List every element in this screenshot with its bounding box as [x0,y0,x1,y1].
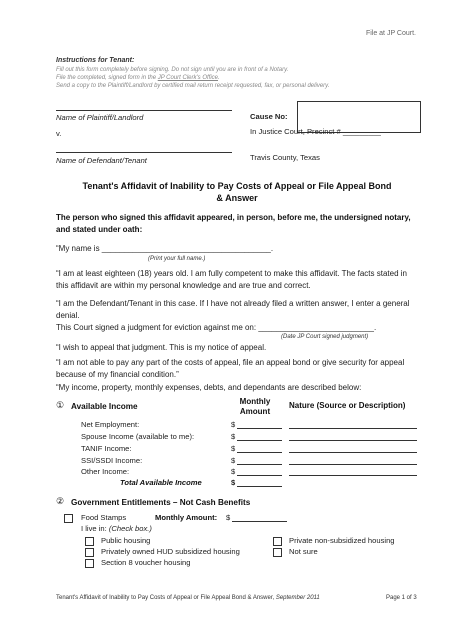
income-amount-field[interactable] [237,475,282,476]
income-row-label: SSI/SSDI Income: [81,456,143,465]
county-label: Travis County, Texas [250,153,320,162]
monthly-amount-column-header: Monthly Amount [239,397,271,416]
name-hint: (Print your full name.) [148,256,206,262]
plaintiff-label: Name of Plaintiff/Landlord [56,113,144,122]
instructions-heading: Instructions for Tenant: [56,57,135,64]
income-row-label: Net Employment: [81,420,140,429]
instruction-line-2 [56,75,220,81]
income-amount-field[interactable] [237,464,282,465]
clerk-office-link[interactable]: JP Court Clerk's Office [157,75,218,81]
public-housing-checkbox[interactable] [85,537,94,546]
private-housing-label: Private non-subsidized housing [289,536,395,545]
instruction-line-1: Fill out this form completely before signing. Do not sign until you are in front of a Notary. [56,67,289,73]
section8-housing-checkbox[interactable] [85,559,94,568]
described-statement: “My income, property, monthly expenses, debts, and dependants are described below: [56,383,362,392]
income-row-dollar: $ [231,432,236,441]
food-stamps-amount-field[interactable] [232,521,287,522]
page-number: Page 1 of 3 [386,595,417,601]
income-row-dollar: $ [231,444,236,453]
cause-no-label: Cause No: [250,112,288,121]
defendant-statement: “I am the Defendant/Tenant in this case. If I have not already filed a written answer, I enter a general denial. [56,299,410,320]
footer-form-name [56,595,320,601]
judgment-date-hint: (Date JP Court signed judgment) [281,334,369,340]
nature-column-header: Nature (Source or Description) [289,401,406,410]
hud-housing-checkbox[interactable] [85,548,94,557]
income-row-dollar: $ [231,420,236,429]
food-stamps-checkbox[interactable] [64,514,73,523]
private-housing-checkbox[interactable] [273,537,282,546]
defendant-name-line[interactable] [56,152,232,153]
section-2-number: ② [56,496,65,506]
income-amount-field[interactable] [237,440,282,441]
instruction-line-2-pre: File the completed, signed form in the [56,75,158,81]
footer-date: September 2011 [275,595,320,601]
income-nature-field[interactable] [289,464,417,465]
form-title-line-1: Tenant's Affidavit of Inability to Pay Costs of Appeal or File Appeal Bond [82,181,392,191]
income-row-label: Spouse Income (available to me): [81,432,195,441]
instruction-line-2-post: . [218,75,220,81]
income-row-label: Other Income: [81,467,130,476]
live-in-text: I live in: [81,524,109,533]
total-income-label: Total Available Income [120,478,202,487]
defendant-label: Name of Defendant/Tenant [56,156,147,165]
file-at-note: File at JP Court. [365,30,416,37]
total-income-dollar: $ [231,478,236,487]
food-stamps-dollar: $ [226,513,231,522]
total-income-field[interactable] [237,486,282,487]
available-income-heading: Available Income [71,402,138,411]
plaintiff-name-line[interactable] [56,110,232,111]
my-name-statement: “My name is ______________________________________. [56,244,274,253]
income-row-dollar: $ [231,467,236,476]
income-nature-field[interactable] [289,452,417,453]
not-sure-label: Not sure [289,547,318,556]
public-housing-label: Public housing [101,536,151,545]
instruction-line-3: Send a copy to the Plaintiff/Landlord by certified mail return receipt requested, fax, or personal delivery. [56,83,330,89]
intro-paragraph: The person who signed this affidavit appeared, in person, before me, the undersigned notary, and stated under oath: [56,213,411,234]
income-amount-field[interactable] [237,428,282,429]
form-title-line-2: & Answer [216,193,258,203]
income-nature-field[interactable] [289,428,417,429]
section8-housing-label: Section 8 voucher housing [101,558,191,567]
versus-label: v. [56,129,62,138]
check-box-hint: (Check box.) [108,524,152,533]
not-sure-checkbox[interactable] [273,548,282,557]
court-precinct: In Justice Court, Precinct # _________ [250,127,381,136]
hud-housing-label: Privately owned HUD subsidized housing [101,547,240,556]
income-nature-field[interactable] [289,440,417,441]
judgment-statement: This Court signed a judgment for eviction against me on: __________________________. [56,323,377,332]
food-stamps-label: Food Stamps [81,513,127,522]
income-nature-field[interactable] [289,475,417,476]
section-1-number: ① [56,400,65,410]
income-amount-field[interactable] [237,452,282,453]
appeal-statement: “I wish to appeal that judgment. This is my notice of appeal. [56,343,267,352]
full-name-field[interactable] [119,253,287,254]
entitlements-heading: Government Entitlements – Not Cash Benefits [71,498,251,507]
monthly-amount-label: Monthly Amount: [155,513,218,522]
unable-statement: “I am not able to pay any part of the costs of appeal, file an appeal bond or give security for appeal because of my financial condition.” [56,358,405,379]
income-row-label: TANIF Income: [81,444,132,453]
footer-form-title: Tenant's Affidavit of Inability to Pay Costs of Appeal or File Appeal Bond & Answer, [56,595,276,601]
age-statement: “I am at least eighteen (18) years old. I am fully competent to make this affidavit. The facts stated in this affidavit are within my personal knowledge and are true and correct. [56,269,407,290]
income-row-dollar: $ [231,456,236,465]
live-in-label [81,524,152,533]
